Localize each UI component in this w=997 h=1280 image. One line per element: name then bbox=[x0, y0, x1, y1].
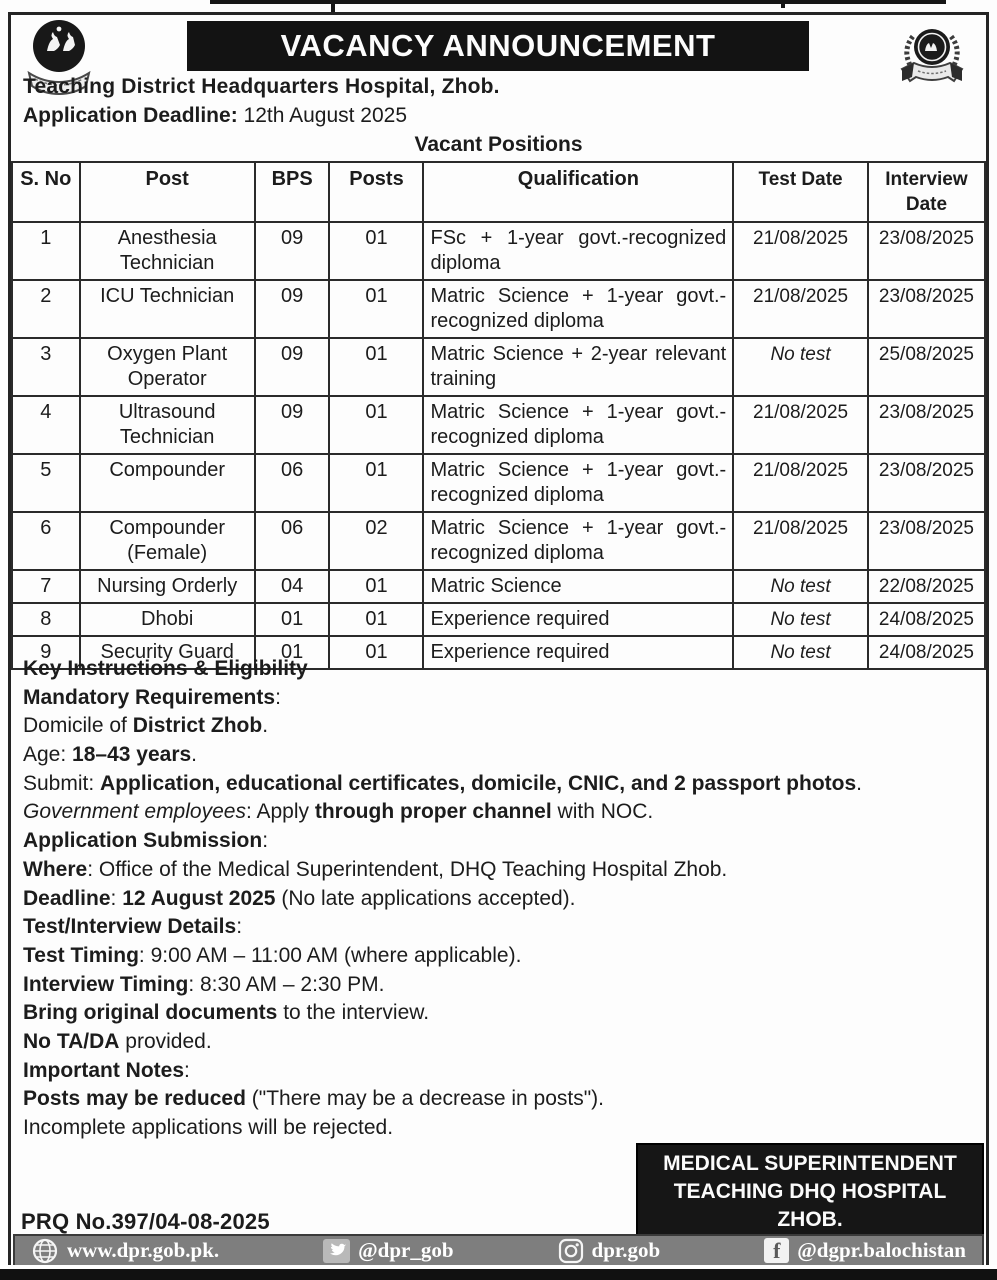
application-deadline bbox=[23, 104, 407, 128]
deadline-value: 12th August 2025 bbox=[243, 104, 408, 127]
instruction-text: : bbox=[110, 886, 123, 910]
table-cell-test: 21/08/2025 bbox=[733, 454, 868, 512]
table-row bbox=[12, 338, 985, 396]
instruction-text: Deadline bbox=[23, 886, 111, 910]
column-header-post: Post bbox=[80, 162, 255, 222]
instruction-text: 18–43 years bbox=[72, 743, 192, 767]
instruction-text: . bbox=[856, 771, 863, 795]
table-cell-test: 21/08/2025 bbox=[733, 396, 868, 454]
instruction-text: : bbox=[184, 1058, 190, 1082]
instruction-text: Government employees bbox=[23, 800, 246, 824]
instruction-text: No TA/DA bbox=[23, 1029, 120, 1053]
instruction-text: Application Submission bbox=[23, 829, 263, 853]
instruction-text: Mandatory Requirements bbox=[23, 685, 276, 709]
footer-website bbox=[31, 1237, 219, 1265]
instruction-text: : bbox=[275, 685, 281, 709]
signature-block bbox=[636, 1143, 984, 1241]
column-header-test-date: Test Date bbox=[733, 162, 868, 222]
table-cell-test: No test bbox=[733, 338, 868, 396]
table-row bbox=[12, 280, 985, 338]
table-row bbox=[12, 570, 985, 603]
instruction-text: Bring original documents bbox=[23, 1001, 278, 1025]
instruction-text: Domicile of bbox=[23, 714, 133, 738]
column-header-bps: BPS bbox=[255, 162, 330, 222]
instruction-text: . bbox=[262, 714, 269, 738]
column-header-interview-date: Interview Date bbox=[868, 162, 985, 222]
instruction-line bbox=[23, 743, 976, 772]
table-cell-interview: 23/08/2025 bbox=[868, 512, 985, 570]
table-cell-interview: 23/08/2025 bbox=[868, 454, 985, 512]
footer-social-bar bbox=[13, 1234, 984, 1267]
instruction-line bbox=[23, 686, 976, 715]
table-cell-interview: 24/08/2025 bbox=[868, 603, 985, 636]
page-title: VACANCY ANNOUNCEMENT bbox=[280, 28, 716, 63]
table-cell-sno: 8 bbox=[12, 603, 80, 636]
vacancy-table-body bbox=[12, 222, 985, 669]
hospital-name: Teaching District Headquarters Hospital, Zhob. bbox=[23, 75, 500, 98]
table-cell-posts: 01 bbox=[329, 280, 423, 338]
table-row bbox=[12, 603, 985, 636]
instruction-text: : Office of the Medical Superintendent, DHQ Teaching Hospital Zhob. bbox=[87, 857, 728, 881]
instruction-text: . bbox=[191, 743, 198, 767]
instructions bbox=[23, 657, 976, 1145]
table-cell-sno: 1 bbox=[12, 222, 80, 280]
instruction-text: Posts may be reduced bbox=[23, 1087, 246, 1111]
instruction-text: provided. bbox=[119, 1029, 212, 1053]
table-cell-bps: 01 bbox=[255, 636, 330, 669]
instagram-handle: dpr.gob bbox=[591, 1238, 661, 1262]
globe-icon bbox=[31, 1237, 59, 1265]
twitter-bird-icon bbox=[323, 1239, 350, 1263]
table-row bbox=[12, 454, 985, 512]
signature-line: TEACHING DHQ HOSPITAL bbox=[673, 1180, 947, 1203]
instruction-text: : 8:30 AM – 2:30 PM. bbox=[188, 972, 385, 996]
signature-line: MEDICAL SUPERINTENDENT bbox=[663, 1152, 957, 1175]
table-cell-posts: 01 bbox=[329, 338, 423, 396]
instruction-line bbox=[23, 829, 976, 858]
announcement-document bbox=[8, 12, 989, 1268]
table-cell-post: Compounder bbox=[80, 454, 255, 512]
instruction-text: through proper channel bbox=[314, 800, 552, 824]
table-cell-qualification: Matric Science + 1-year govt.-recognized diploma bbox=[423, 396, 733, 454]
instruction-line bbox=[23, 1059, 976, 1088]
table-header bbox=[12, 162, 985, 222]
table-cell-bps: 04 bbox=[255, 570, 330, 603]
instruction-text: Test/Interview Details bbox=[23, 915, 237, 939]
instruction-text: Age: bbox=[23, 743, 73, 767]
table-cell-test: No test bbox=[733, 636, 868, 669]
table-cell-posts: 01 bbox=[329, 570, 423, 603]
instruction-text: Submit: bbox=[23, 771, 101, 795]
table-cell-post: Dhobi bbox=[80, 603, 255, 636]
column-header-sno: S. No bbox=[12, 162, 80, 222]
table-cell-test: 21/08/2025 bbox=[733, 280, 868, 338]
table-cell-posts: 01 bbox=[329, 636, 423, 669]
instruction-line bbox=[23, 973, 976, 1002]
instruction-text: to the interview. bbox=[277, 1001, 430, 1025]
instruction-line bbox=[23, 1087, 976, 1116]
table-cell-post: Oxygen Plant Operator bbox=[80, 338, 255, 396]
table-cell-test: 21/08/2025 bbox=[733, 512, 868, 570]
table-cell-post: Security Guard bbox=[80, 636, 255, 669]
table-cell-bps: 06 bbox=[255, 454, 330, 512]
instruction-line bbox=[23, 858, 976, 887]
prq-number: PRQ No.397/04-08-2025 bbox=[21, 1209, 270, 1234]
instruction-line bbox=[23, 714, 976, 743]
column-header-posts: Posts bbox=[329, 162, 423, 222]
instruction-text: : bbox=[262, 829, 269, 853]
table-cell-post: Nursing Orderly bbox=[80, 570, 255, 603]
twitter-handle: @dpr_gob bbox=[358, 1238, 454, 1262]
table-cell-sno: 9 bbox=[12, 636, 80, 669]
table-cell-sno: 7 bbox=[12, 570, 80, 603]
table-cell-post: Compounder (Female) bbox=[80, 512, 255, 570]
table-cell-bps: 09 bbox=[255, 222, 330, 280]
table-cell-sno: 2 bbox=[12, 280, 80, 338]
table-cell-qualification: Experience required bbox=[423, 636, 733, 669]
table-cell-interview: 23/08/2025 bbox=[868, 280, 985, 338]
instruction-line bbox=[23, 1030, 976, 1059]
table-cell-qualification: FSc + 1-year govt.-recognized diploma bbox=[423, 222, 733, 280]
footer-instagram bbox=[558, 1238, 661, 1264]
website-url: www.dpr.gob.pk. bbox=[67, 1238, 220, 1262]
instruction-text: District Zhob bbox=[132, 714, 263, 738]
table-cell-bps: 09 bbox=[255, 396, 330, 454]
facebook-icon: f bbox=[764, 1238, 789, 1263]
instruction-line bbox=[23, 800, 976, 829]
table-row bbox=[12, 396, 985, 454]
cropped-ad-remnant-line bbox=[210, 0, 946, 4]
table-cell-interview: 25/08/2025 bbox=[868, 338, 985, 396]
table-cell-qualification: Matric Science + 2-year relevant training bbox=[423, 338, 733, 396]
column-header-qualification: Qualification bbox=[423, 162, 733, 222]
laurel-wreath-crest-emblem-icon bbox=[894, 21, 970, 95]
instruction-text: Test Timing bbox=[23, 943, 139, 967]
table-cell-qualification: Experience required bbox=[423, 603, 733, 636]
instruction-text: : 9:00 AM – 11:00 AM (where applicable). bbox=[138, 943, 522, 967]
table-cell-posts: 01 bbox=[329, 454, 423, 512]
table-cell-post: ICU Technician bbox=[80, 280, 255, 338]
signature-line: ZHOB. bbox=[777, 1208, 843, 1231]
table-cell-posts: 01 bbox=[329, 603, 423, 636]
table-heading: Vacant Positions bbox=[414, 133, 583, 156]
footer-facebook bbox=[764, 1238, 966, 1263]
instruction-text: Incomplete applications will be rejected. bbox=[23, 1116, 394, 1139]
instruction-text: Where bbox=[23, 857, 88, 881]
table-cell-test: No test bbox=[733, 603, 868, 636]
facebook-handle: @dgpr.balochistan bbox=[797, 1238, 966, 1262]
cropped-ad-remnant-tick bbox=[781, 0, 785, 8]
table-row bbox=[12, 512, 985, 570]
instruction-text: Application, educational certificates, domicile, CNIC, and 2 passport photos bbox=[100, 771, 857, 795]
instruction-line bbox=[23, 1001, 976, 1030]
table-cell-post: Anesthesia Technician bbox=[80, 222, 255, 280]
instruction-line bbox=[23, 944, 976, 973]
instruction-text: Interview Timing bbox=[23, 972, 189, 996]
table-cell-test: 21/08/2025 bbox=[733, 222, 868, 280]
table-cell-qualification: Matric Science bbox=[423, 570, 733, 603]
table-cell-bps: 09 bbox=[255, 338, 330, 396]
instruction-line bbox=[23, 915, 976, 944]
table-cell-posts: 01 bbox=[329, 396, 423, 454]
instruction-text: with NOC. bbox=[551, 800, 654, 824]
table-cell-post: Ultrasound Technician bbox=[80, 396, 255, 454]
instruction-text: ("There may be a decrease in posts"). bbox=[245, 1087, 604, 1111]
page-title-bar bbox=[187, 21, 809, 71]
instruction-text: : bbox=[236, 915, 243, 939]
table-cell-interview: 23/08/2025 bbox=[868, 396, 985, 454]
instruction-line bbox=[23, 772, 976, 801]
table-cell-interview: 23/08/2025 bbox=[868, 222, 985, 280]
table-cell-posts: 01 bbox=[329, 222, 423, 280]
table-cell-sno: 5 bbox=[12, 454, 80, 512]
table-cell-bps: 06 bbox=[255, 512, 330, 570]
table-cell-posts: 02 bbox=[329, 512, 423, 570]
deadline-label: Application Deadline: bbox=[23, 104, 238, 127]
table-cell-sno: 6 bbox=[12, 512, 80, 570]
table-row bbox=[12, 222, 985, 280]
instruction-text: 12 August 2025 bbox=[122, 886, 276, 910]
table-cell-sno: 3 bbox=[12, 338, 80, 396]
table-cell-test: No test bbox=[733, 570, 868, 603]
table-cell-sno: 4 bbox=[12, 396, 80, 454]
table-cell-bps: 09 bbox=[255, 280, 330, 338]
vacant-positions-table bbox=[11, 161, 986, 670]
instruction-text: Important Notes bbox=[23, 1058, 185, 1082]
table-cell-qualification: Matric Science + 1-year govt.-recognized diploma bbox=[423, 454, 733, 512]
table-cell-qualification: Matric Science + 1-year govt.-recognized diploma bbox=[423, 280, 733, 338]
instruction-line bbox=[23, 657, 976, 686]
cropped-ad-remnant-bottom bbox=[0, 1269, 997, 1280]
table-header-row bbox=[12, 162, 985, 222]
table-cell-qualification: Matric Science + 1-year govt.-recognized diploma bbox=[423, 512, 733, 570]
instruction-text: (No late applications accepted). bbox=[275, 886, 576, 910]
table-cell-bps: 01 bbox=[255, 603, 330, 636]
instruction-line bbox=[23, 887, 976, 916]
table-cell-interview: 22/08/2025 bbox=[868, 570, 985, 603]
instruction-line bbox=[23, 1116, 976, 1145]
footer-twitter bbox=[323, 1238, 453, 1263]
table-cell-interview: 24/08/2025 bbox=[868, 636, 985, 669]
instagram-icon bbox=[558, 1238, 584, 1264]
instruction-text: Key Instructions & Eligibility bbox=[23, 657, 308, 680]
instruction-text: : Apply bbox=[245, 800, 315, 824]
